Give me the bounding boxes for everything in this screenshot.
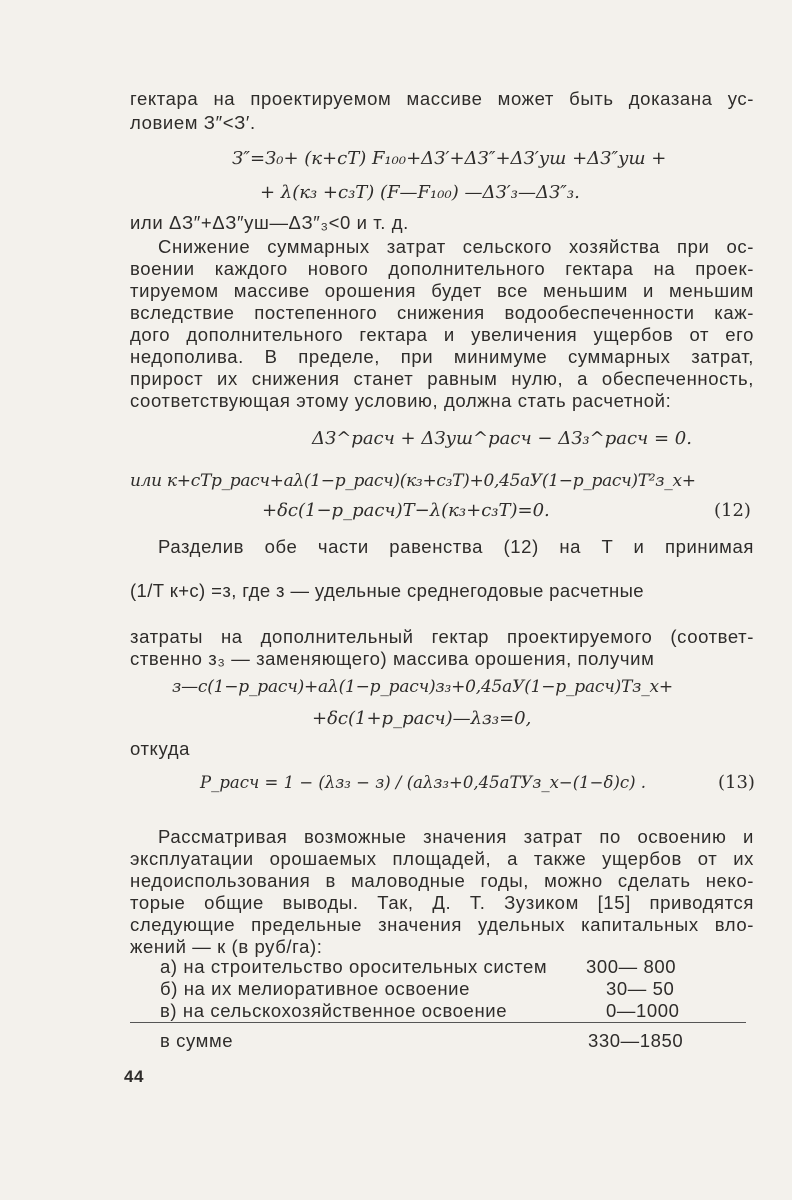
text-line: следующие предельные значения удельных капитальных вло- [130, 914, 754, 935]
text-line: Снижение суммарных затрат сельского хозяйства при ос- [158, 236, 754, 257]
text-line: тируемом массиве орошения будет все меньшим и меньшим [130, 280, 754, 301]
table-row-label: а) на строительство оросительных систем [160, 956, 548, 977]
text-line: дого дополнительного гектара и увеличения ущербов от его [130, 324, 754, 345]
text-line: недополива. В пределе, при минимуме суммарных затрат, [130, 346, 754, 367]
text-line: недоиспользования в маловодные годы, можно сделать неко- [130, 870, 754, 891]
total-value: 330—1850 [588, 1030, 684, 1051]
text-line: Рассматривая возможные значения затрат по освоению и [158, 826, 754, 847]
text-line: откуда [130, 738, 190, 759]
table-row-value: 30— 50 [606, 978, 675, 999]
text-line: воении каждого нового дополнительного гектара на проек- [130, 258, 754, 279]
text-line: затраты на дополнительный гектар проектируемого (соответ- [130, 626, 754, 647]
text-line: ственно з₃ — заменяющего) массива орошения, получим [130, 648, 655, 669]
table-row-value: 300— 800 [586, 956, 677, 977]
table-row-label: б) на их мелиоративное освоение [160, 978, 470, 999]
formula-line: з—c(1−p_расч)+aλ(1−p_расч)з₃+0,45aУ(1−p_расч)Tз_x+ [172, 677, 673, 697]
text-line: или ΔЗ″+ΔЗ″уш—ΔЗ″₃<0 и т. д. [130, 212, 409, 233]
sum-rule [130, 1022, 746, 1023]
formula-line: +δc(1+p_расч)—λз₃=0, [312, 708, 532, 729]
equation-number: (12) [714, 500, 751, 521]
text-line: соответствующая этому условию, должна стать расчетной: [130, 390, 672, 411]
page-number: 44 [124, 1067, 145, 1086]
text-line: гектара на проектируемом массиве может быть доказана ус- [130, 88, 754, 109]
text-line: прирост их снижения станет равным нулю, а обеспеченность, [130, 368, 754, 389]
table-row-label: в) на сельскохозяйственное освоение [160, 1000, 508, 1021]
text-line: торые общие выводы. Так, Д. Т. Зузиком [15] приводятся [130, 892, 754, 913]
formula-line: P_расч = 1 − (λз₃ − з) / (aλз₃+0,45aTУз_x−(1−δ)c) . [200, 773, 647, 792]
text-line: вследствие постепенного снижения водообеспеченности каж- [130, 302, 754, 323]
formula-line: +δc(1−p_расч)T−λ(к₃+c₃T)=0. [262, 500, 550, 521]
text-line: Разделив обе части равенства (12) на T и принимая [158, 536, 754, 557]
formula-line: З″=З₀+ (к+cT) F₁₀₀+ΔЗ′+ΔЗ″+ΔЗ′уш +ΔЗ″уш + [232, 148, 667, 169]
table-row-value: 0—1000 [606, 1000, 680, 1021]
formula-line: + λ(к₃ +c₃T) (F—F₁₀₀) —ΔЗ′₃—ΔЗ″₃. [260, 182, 580, 203]
formula-line: ΔЗ^расч + ΔЗуш^расч − ΔЗ₃^расч = 0. [312, 428, 692, 449]
total-label: в сумме [160, 1030, 234, 1051]
text-line: жений — к (в руб/га): [130, 936, 323, 957]
formula-line: или к+cTp_расч+aλ(1−p_расч)(к₃+c₃T)+0,45aУ(1−p_расч)T²з_x+ [130, 471, 696, 491]
text-line: ловием З″<З′. [130, 112, 256, 133]
text-line: (1/T к+c) =з, где з — удельные среднегодовые расчетные [130, 580, 644, 601]
equation-number: (13) [718, 772, 755, 793]
text-line: эксплуатации орошаемых площадей, а также ущербов от их [130, 848, 754, 869]
